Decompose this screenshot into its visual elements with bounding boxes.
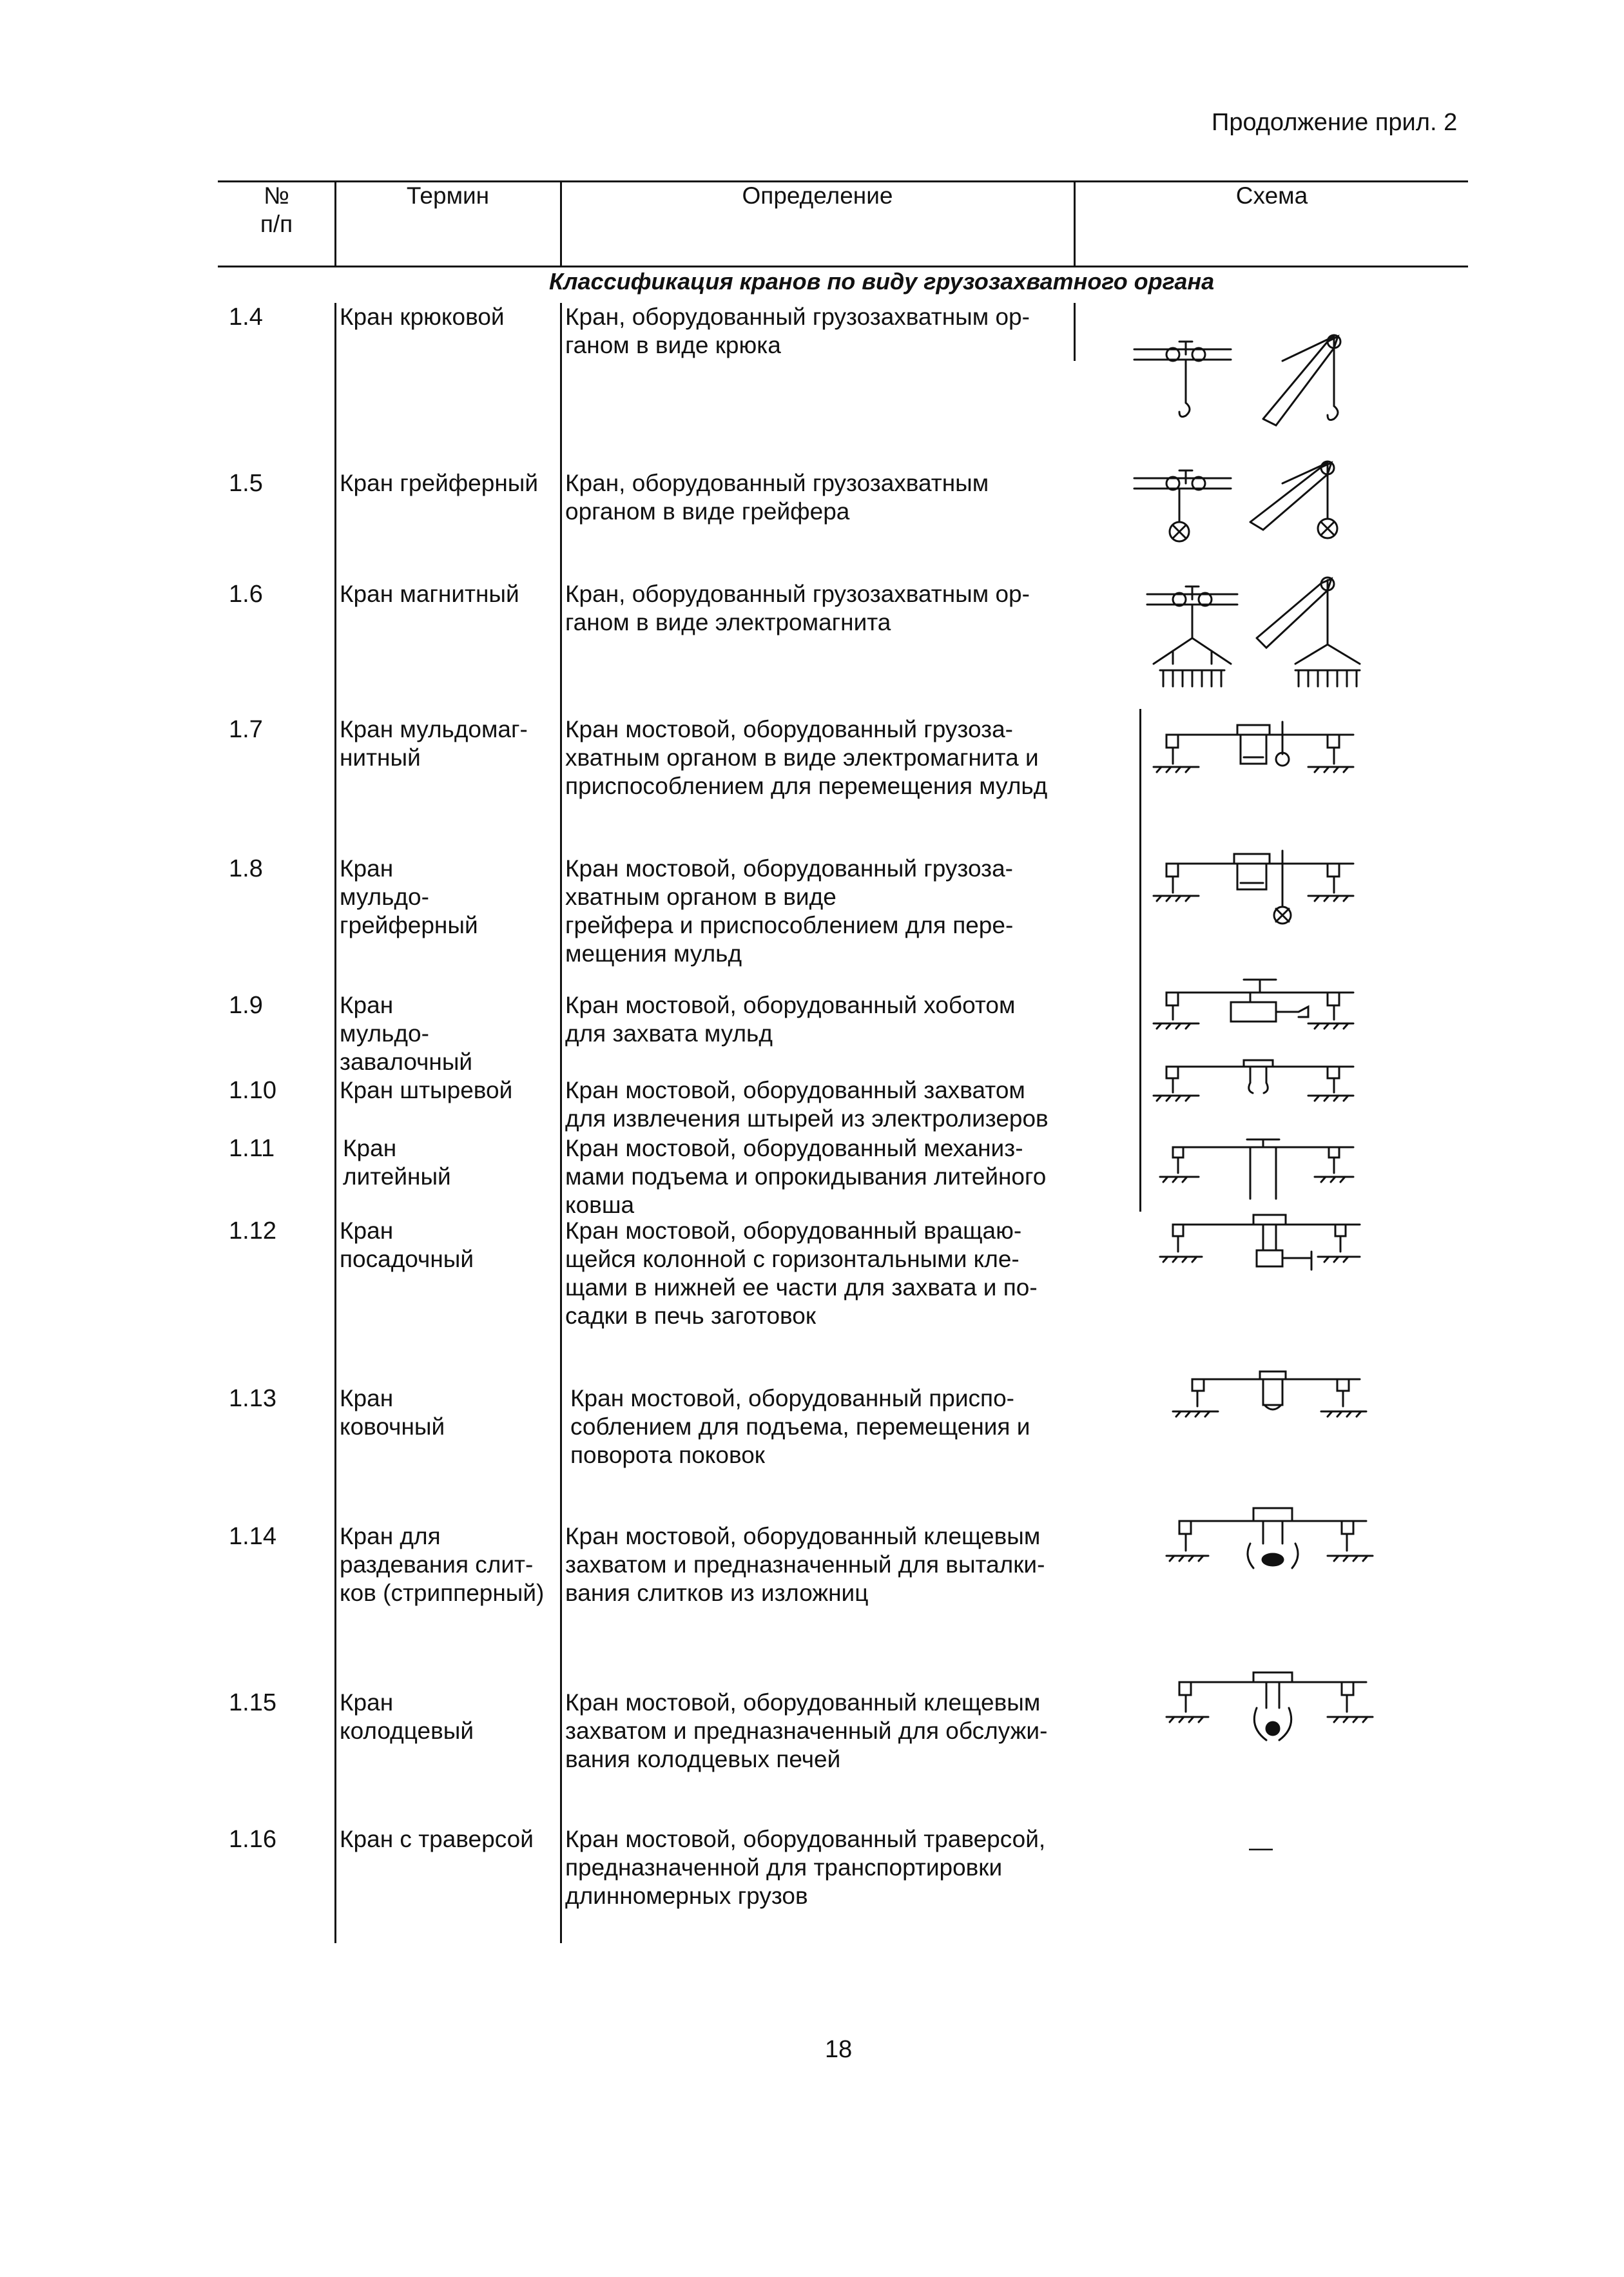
row-term: Кран штыревой: [340, 1077, 513, 1103]
row-number: 1.4: [229, 304, 263, 331]
row-scheme-dash: —: [1249, 1834, 1273, 1861]
row-number: 1.11: [229, 1135, 275, 1162]
foundry-crane-scheme-icon: [1160, 1134, 1366, 1205]
col-divider-1-body: [334, 303, 336, 1943]
row-number: 1.8: [229, 855, 263, 882]
row-term: Кран посадочный: [340, 1217, 474, 1272]
hook-crane-scheme-icon: [1134, 322, 1366, 432]
row-definition: Кран мостовой, оборудованный вращаю- щейся колонной с горизонтальными кле- щами в нижней ее части для захвата и по- садки в печь заготовок: [565, 1217, 1038, 1329]
col-divider-2-body: [560, 303, 562, 1943]
row-term: Кран ковочный: [340, 1385, 445, 1440]
charging-crane-scheme-icon: [1154, 973, 1366, 1044]
row-term: Кран литейный: [343, 1135, 451, 1190]
row-term: Кран магнитный: [340, 581, 519, 607]
row-number: 1.6: [229, 581, 263, 608]
forging-crane-scheme-icon: [1166, 1366, 1373, 1437]
header-definition: Определение: [742, 182, 893, 209]
row-number: 1.10: [229, 1077, 276, 1104]
row-definition: Кран мостовой, оборудованный грузоза- хватным органом в виде электромагнита и приспособлением для перемещения мульд: [565, 716, 1048, 799]
row-definition: Кран мостовой, оборудованный грузоза- хватным органом в виде грейфера и приспособлением для пере- мещения мульд: [565, 855, 1014, 967]
row-definition: Кран мостовой, оборудованный механиз- мами подъема и опрокидывания литейного ковша: [565, 1135, 1047, 1218]
stripper-crane-scheme-icon: [1166, 1502, 1379, 1585]
magnet-crane-scheme-icon: [1134, 567, 1366, 696]
row-number: 1.15: [229, 1689, 276, 1716]
charging-furnace-crane-scheme-icon: [1160, 1212, 1373, 1289]
row-number: 1.14: [229, 1523, 276, 1550]
col-divider-3-body: [1074, 303, 1076, 361]
row-term: Кран колодцевый: [340, 1689, 474, 1744]
row-term: Кран мульдо- завалочный: [340, 992, 473, 1075]
continuation-label: Продолжение прил. 2: [1212, 109, 1458, 136]
row-term: Кран мульдомаг- нитный: [340, 716, 528, 771]
header-scheme: Схема: [1235, 182, 1308, 209]
row-number: 1.9: [229, 992, 263, 1019]
pin-crane-scheme-icon: [1154, 1057, 1366, 1115]
row-term: Кран крюковой: [340, 304, 505, 330]
mould-grab-crane-scheme-icon: [1154, 851, 1366, 928]
row-definition: Кран мостовой, оборудованный захватом для извлечения штырей из электролизеров: [565, 1077, 1049, 1132]
row-definition: Кран, оборудованный грузозахватным органом в виде грейфера: [565, 470, 989, 525]
mould-magnet-crane-scheme-icon: [1154, 722, 1366, 793]
row-definition: Кран мостовой, оборудованный клещевым захватом и предназначенный для обслужи- вания колодцевых печей: [565, 1689, 1048, 1772]
section-title: Классификация кранов по виду грузозахватного органа: [549, 268, 1215, 295]
page-number: 18: [825, 2036, 853, 2063]
header-term: Термин: [406, 182, 490, 209]
row-number: 1.12: [229, 1217, 276, 1245]
row-term: Кран грейферный: [340, 470, 539, 496]
row-definition: Кран мостовой, оборудованный приспо- соблением для подъема, перемещения и поворота поковок: [570, 1385, 1030, 1468]
row-definition: Кран мостовой, оборудованный траверсой, предназначенной для транспортировки длинномерных грузов: [565, 1826, 1046, 1909]
row-number: 1.13: [229, 1385, 276, 1412]
row-term: Кран мульдо- грейферный: [340, 855, 478, 938]
row-number: 1.16: [229, 1826, 276, 1853]
row-definition: Кран, оборудованный грузозахватным ор- ганом в виде крюка: [565, 304, 1030, 358]
soaking-pit-crane-scheme-icon: [1166, 1669, 1379, 1753]
scheme-side-rule: [1139, 709, 1141, 1212]
header-no: № п/п: [260, 182, 293, 237]
grab-crane-scheme-icon: [1134, 451, 1366, 548]
row-definition: Кран мостовой, оборудованный хоботом для захвата мульд: [565, 992, 1016, 1047]
row-term: Кран с траверсой: [340, 1826, 534, 1852]
row-term: Кран для раздевания слит- ков (стрипперный): [340, 1523, 545, 1606]
row-definition: Кран мостовой, оборудованный клещевым захватом и предназначенный для выталки- вания слитков из изложниц: [565, 1523, 1045, 1606]
row-number: 1.5: [229, 470, 263, 497]
row-number: 1.7: [229, 716, 263, 743]
row-definition: Кран, оборудованный грузозахватным ор- ганом в виде электромагнита: [565, 581, 1030, 635]
